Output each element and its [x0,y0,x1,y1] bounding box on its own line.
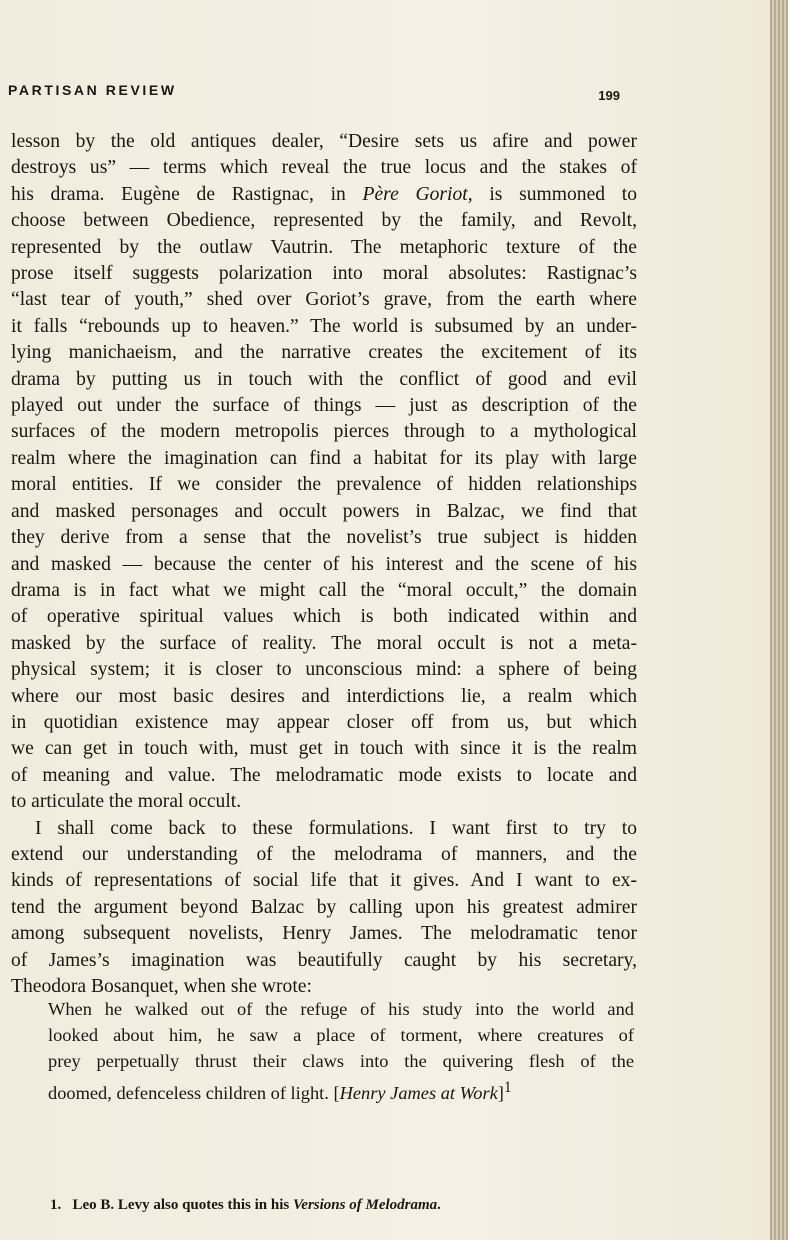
text-line: of operative spiritual values which is both indicated within and [11,606,637,628]
text-line: “last tear of youth,” shed over Goriot’s grave, from the earth where [11,289,637,311]
text-line: of meaning and value. The melodramatic mode exists to locate and [11,764,637,786]
footnote-end: . [437,1197,441,1213]
text-line: surfaces of the modern metropolis pierces through to a mythological [11,421,637,443]
quote-line: looked about him, he saw a place of torment, where creatures of [48,1025,634,1046]
block-quote [48,996,634,1106]
text-line: represented by the outlaw Vautrin. The metaphoric texture of the [11,236,637,258]
quote-line: prey perpetually thrust their claws into the quivering flesh of the [48,1051,634,1072]
text-line: I shall come back to these formulations. I want first to try to [35,817,637,839]
text-run: is summoned to [472,183,637,205]
text-line: kinds of representations of social life that it gives. And I want to ex- [11,870,637,892]
body-text [11,129,637,1000]
text-line: masked by the surface of reality. The moral occult is not a meta- [11,632,637,654]
text-line: to articulate the moral occult. [11,791,242,813]
page-number: 199 [598,88,620,103]
running-header [8,82,620,106]
text-line: moral entities. If we consider the prevalence of hidden relationships [11,474,637,496]
footnote [50,1197,630,1214]
footnote-book-title: Versions of Melodrama [292,1197,438,1213]
text-line: choose between Obedience, represented by the family, and Revolt, [11,210,637,232]
text-run: doomed, defenceless children of light. [ [48,1082,340,1103]
footnote-marker: 1 [503,1078,512,1096]
text-line: drama is in fact what we might call the “moral occult,” the domain [11,579,637,601]
text-line: and masked personages and occult powers in Balzac, we find that [11,500,637,522]
quote-line [48,1075,634,1106]
text-line: Theodora Bosanquet, when she wrote: [11,976,312,997]
book-title: Henry James at Work [339,1082,498,1103]
text-line: extend our understanding of the melodrama of manners, and the [11,843,637,865]
text-line: destroys us” — terms which reveal the true locus and the stakes of [11,157,637,179]
text-line: they derive from a sense that the novelist’s true subject is hidden [11,527,637,549]
text-line [11,182,637,208]
text-line: lesson by the old antiques dealer, “Desire sets us afire and power [11,131,637,152]
journal-title: PARTISAN REVIEW [8,82,177,98]
text-line: and masked — because the center of his interest and the scene of his [11,553,637,575]
book-title: Père Goriot, [362,183,473,205]
footnote-number: 1. [50,1197,62,1213]
page-edge [770,0,788,1240]
text-line: where our most basic desires and interdictions lie, a realm which [11,685,637,707]
text-line: tend the argument beyond Balzac by calling upon his greatest admirer [11,896,637,918]
text-line: realm where the imagination can find a habitat for its play with large [11,447,637,469]
text-line: among subsequent novelists, Henry James. The melodramatic tenor [11,923,637,945]
text-line: we can get in touch with, must get in touch with since it is the realm [11,738,637,760]
text-line: drama by putting us in touch with the conflict of good and evil [11,368,637,390]
text-line: physical system; it is closer to unconscious mind: a sphere of being [11,659,637,681]
text-line: played out under the surface of things — just as description of the [11,395,637,417]
paragraph [11,129,637,816]
text-line: of James’s imagination was beautifully caught by his secretary, [11,949,637,971]
text-run: his drama. Eugène de Rastignac, in [11,183,363,205]
text-line: in quotidian existence may appear closer off from us, but which [11,711,637,733]
text-line: lying manichaeism, and the narrative creates the excitement of its [11,342,637,364]
text-run: ] [497,1082,504,1103]
footnote-text: Leo B. Levy also quotes this in his [72,1197,293,1213]
text-line: it falls “rebounds up to heaven.” The world is subsumed by an under- [11,315,637,337]
quote-line: When he walked out of the refuge of his study into the world and [48,999,634,1019]
text-line: prose itself suggests polarization into moral absolutes: Rastignac’s [11,263,637,285]
paragraph [11,816,637,1001]
